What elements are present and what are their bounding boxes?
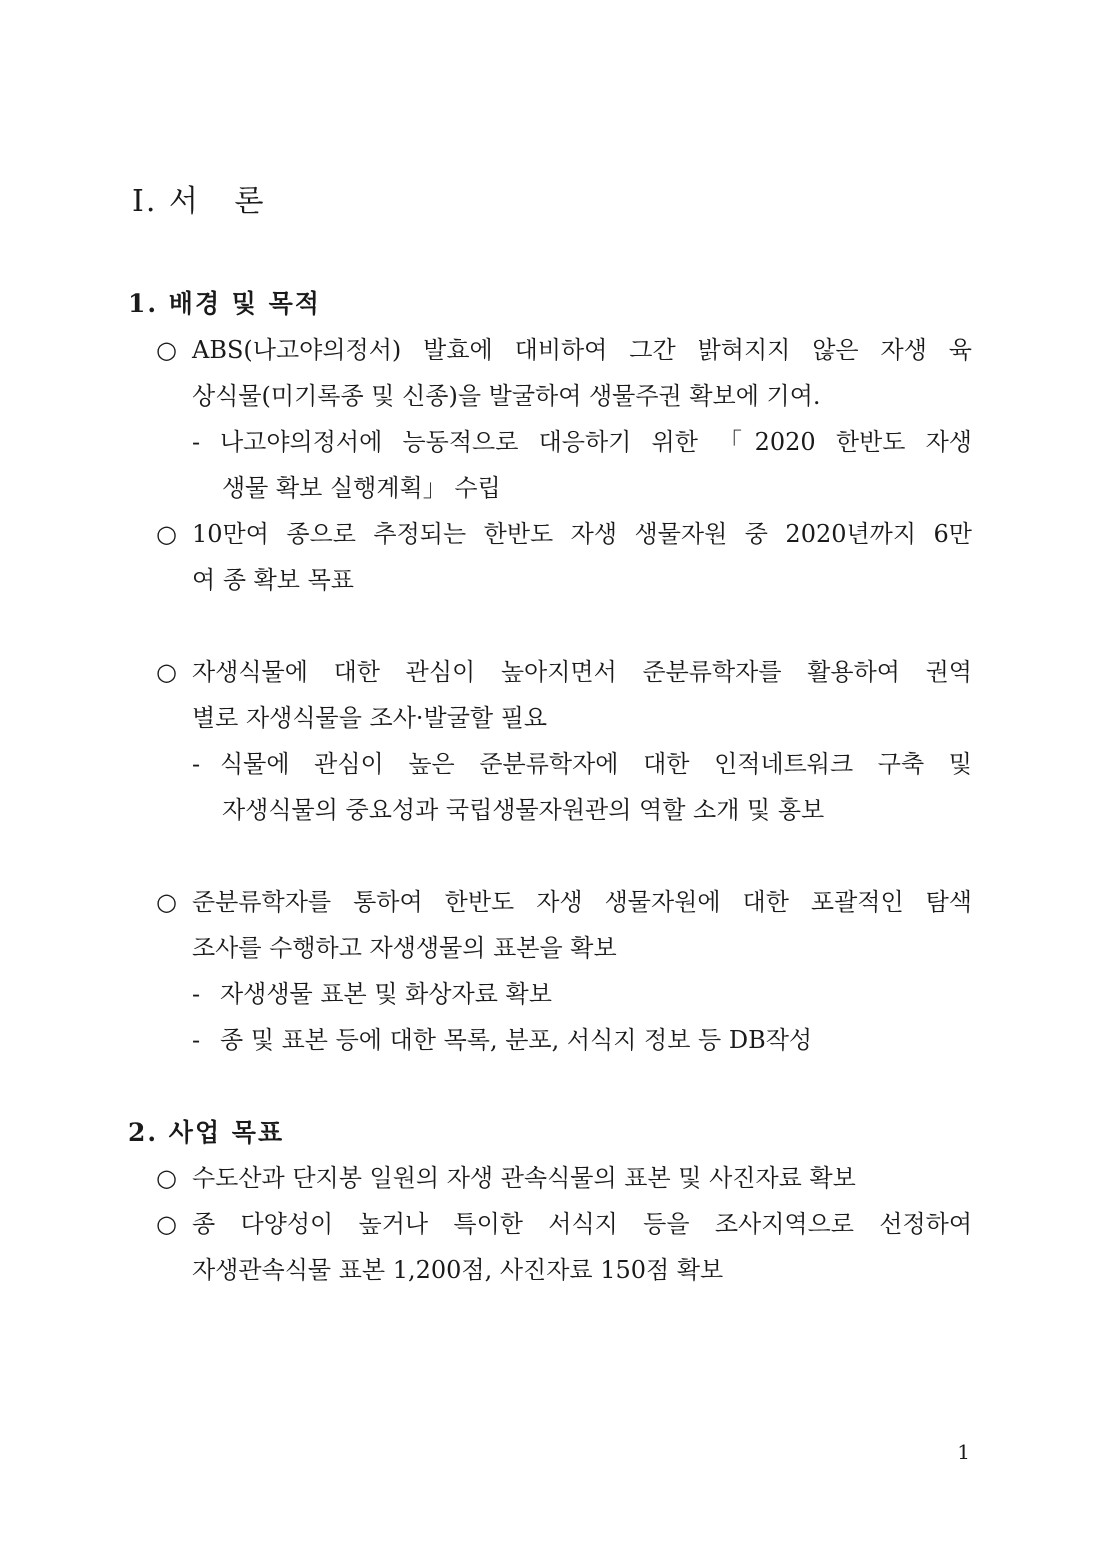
dash-marker: - bbox=[192, 1026, 201, 1054]
paragraph-goal-specimens bbox=[156, 1162, 856, 1194]
section-title-background: 1. 배경 및 목적 bbox=[128, 289, 321, 318]
circle-bullet-icon: ○ bbox=[156, 336, 177, 364]
dash-marker: - bbox=[192, 428, 201, 456]
paragraph-survey bbox=[156, 886, 972, 918]
page-number: 1 bbox=[957, 1440, 970, 1464]
paragraph-text: ABS(나고야의정서) 발효에 대비하여 그간 밝혀지지 않은 자생 육 bbox=[192, 336, 972, 364]
paragraph-continuation: 조사를 수행하고 자생생물의 표본을 확보 bbox=[192, 934, 617, 962]
chapter-title: Ⅰ. 서 론 bbox=[132, 184, 266, 219]
circle-bullet-icon: ○ bbox=[156, 1210, 177, 1238]
sub-item-strategy bbox=[192, 426, 972, 458]
sub-item-text: 식물에 관심이 높은 준분류학자에 대한 인적네트워크 구축 및 bbox=[220, 750, 972, 778]
sub-item-continuation: 생물 확보 실행계획」 수립 bbox=[222, 474, 501, 502]
dash-marker: - bbox=[192, 750, 201, 778]
paragraph-continuation: 상식물(미기록종 및 신종)을 발굴하여 생물주권 확보에 기여. bbox=[192, 382, 821, 410]
paragraph-text: 준분류학자를 통하여 한반도 자생 생물자원에 대한 포괄적인 탐색 bbox=[192, 888, 972, 916]
sub-item-database bbox=[192, 1024, 812, 1056]
paragraph-text: 종 다양성이 높거나 특이한 서식지 등을 조사지역으로 선정하여 bbox=[192, 1210, 972, 1238]
paragraph-goal-diversity bbox=[156, 1208, 972, 1240]
paragraph-text: 수도산과 단지봉 일원의 자생 관속식물의 표본 및 사진자료 확보 bbox=[192, 1164, 856, 1192]
paragraph-continuation: 별로 자생식물을 조사·발굴할 필요 bbox=[192, 704, 548, 732]
paragraph-parataxonomist bbox=[156, 656, 972, 688]
sub-item-text: 종 및 표본 등에 대한 목록, 분포, 서식지 정보 등 DB작성 bbox=[220, 1026, 813, 1054]
circle-bullet-icon: ○ bbox=[156, 520, 177, 548]
circle-bullet-icon: ○ bbox=[156, 1164, 177, 1192]
dash-marker: - bbox=[192, 980, 201, 1008]
sub-item-text: 자생생물 표본 및 화상자료 확보 bbox=[220, 980, 552, 1008]
paragraph-species-target bbox=[156, 518, 972, 550]
paragraph-continuation: 여 종 확보 목표 bbox=[192, 566, 354, 594]
paragraph-abs bbox=[156, 334, 972, 366]
sub-item-network bbox=[192, 748, 972, 780]
circle-bullet-icon: ○ bbox=[156, 888, 177, 916]
sub-item-text: 나고야의정서에 능동적으로 대응하기 위한 「2020 한반도 자생 bbox=[220, 428, 972, 456]
circle-bullet-icon: ○ bbox=[156, 658, 177, 686]
sub-item-continuation: 자생식물의 중요성과 국립생물자원관의 역할 소개 및 홍보 bbox=[222, 796, 825, 824]
paragraph-text: 자생식물에 대한 관심이 높아지면서 준분류학자를 활용하여 권역 bbox=[192, 658, 972, 686]
sub-item-specimens bbox=[192, 978, 552, 1010]
section-title-goals: 2. 사업 목표 bbox=[128, 1118, 285, 1147]
paragraph-text: 10만여 종으로 추정되는 한반도 자생 생물자원 중 2020년까지 6만 bbox=[192, 520, 972, 548]
paragraph-continuation: 자생관속식물 표본 1,200점, 사진자료 150점 확보 bbox=[192, 1256, 724, 1284]
